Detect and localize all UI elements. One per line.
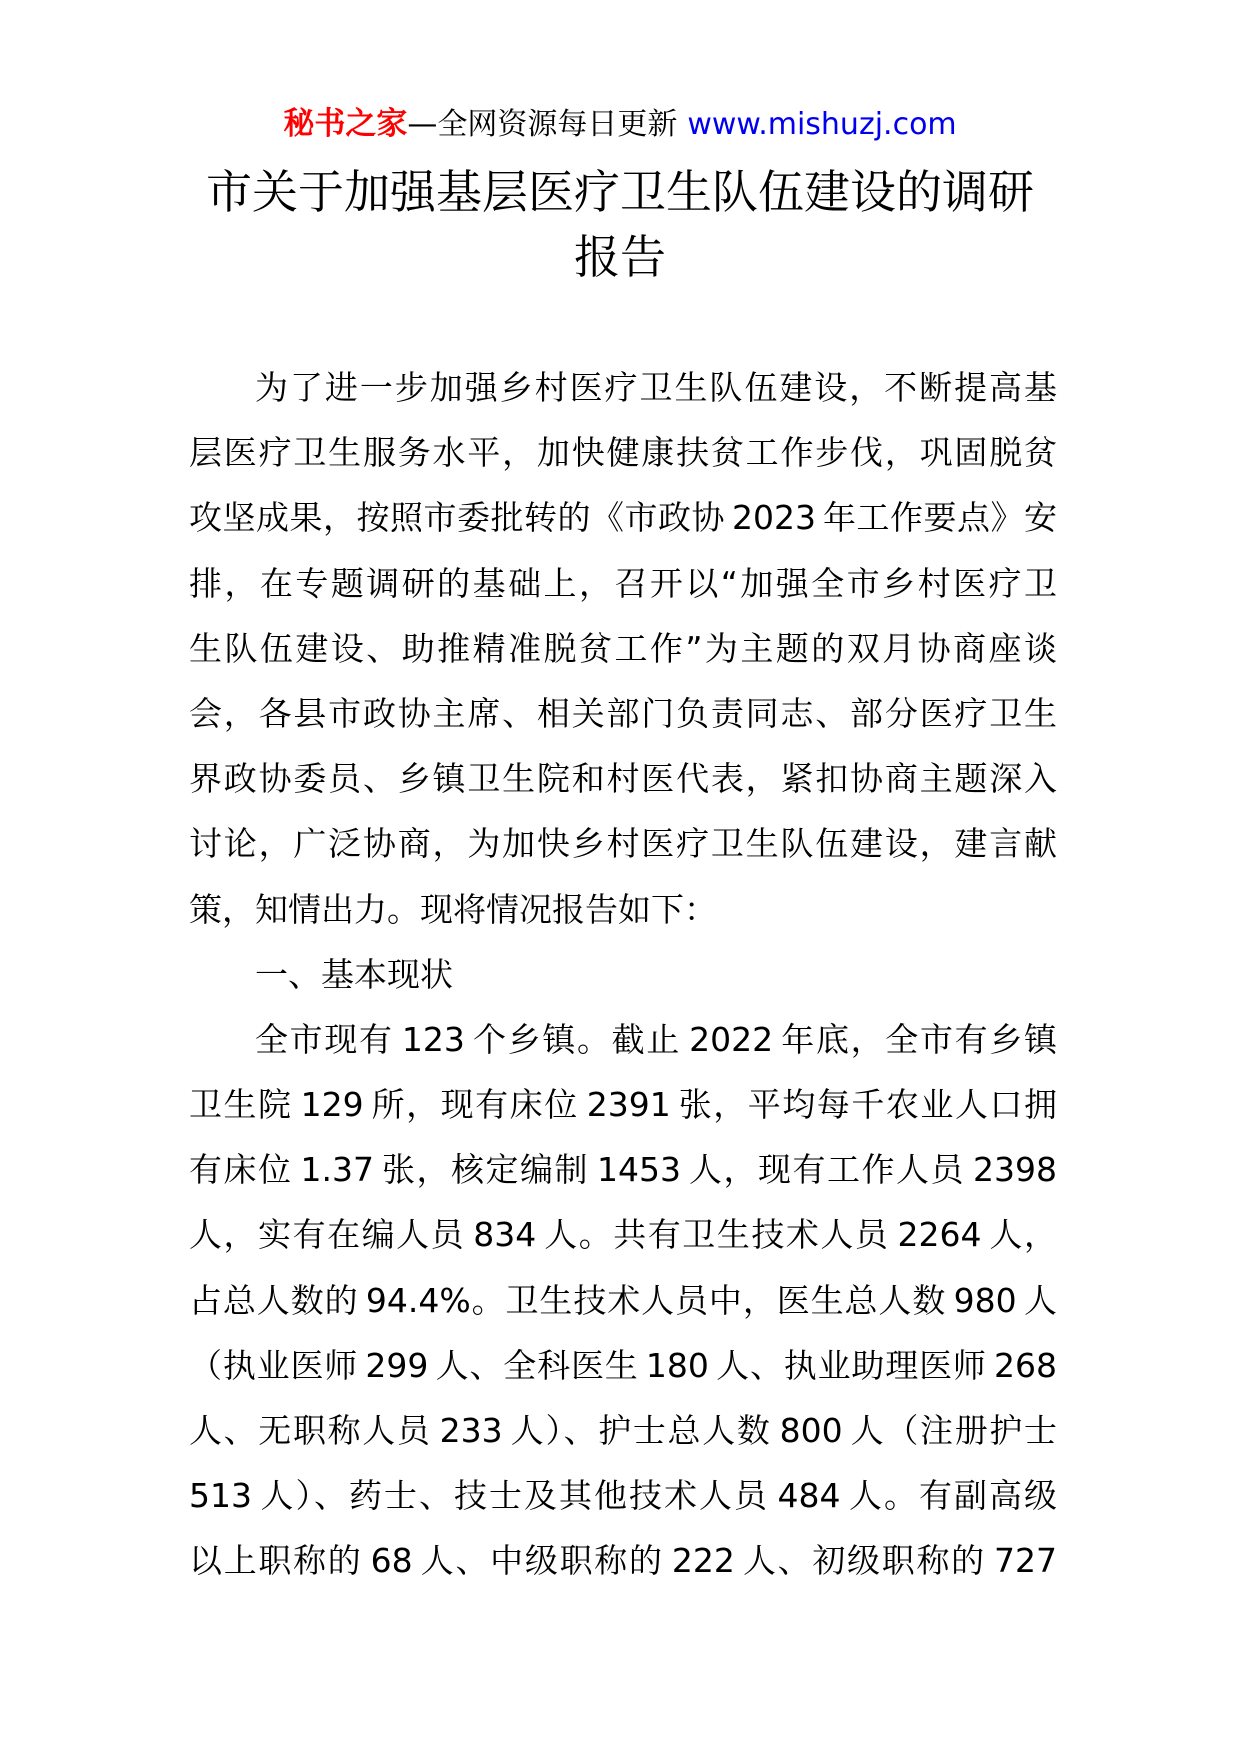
paragraph-line: （执业医师 299 人、全科医生 180 人、执业助理医师 268 — [189, 1345, 1057, 1385]
paragraph-line: 策，知情出力。现将情况报告如下： — [189, 889, 717, 929]
paragraph-line: 为了进一步加强乡村医疗卫生队伍建设，不断提高基 — [255, 368, 1057, 407]
paragraph-line: 卫生院 129 所，现有床位 2391 张，平均每千农业人口拥 — [189, 1085, 1057, 1125]
paragraph-line: 排，在专题调研的基础上，召开以“加强全市乡村医疗卫 — [189, 563, 1057, 603]
title-line: 报告 — [574, 230, 666, 284]
paragraph-line: 全市现有 123 个乡镇。截止 2022 年底，全市有乡镇 — [255, 1019, 1057, 1059]
paragraph-line: 讨论，广泛协商，为加快乡村医疗卫生队伍建设，建言献 — [189, 824, 1057, 864]
paragraph-line: 人、无职称人员 233 人）、护士总人数 800 人（注册护士 — [189, 1411, 1057, 1450]
paragraph-line: 层医疗卫生服务水平，加快健康扶贫工作步伐，巩固脱贫 — [189, 433, 1057, 473]
paragraph-line: 人，实有在编人员 834 人。共有卫生技术人员 2264 人， — [189, 1215, 1057, 1255]
site-url: www.mishuzj.com — [687, 107, 957, 142]
paragraph-line: 有床位 1.37 张，核定编制 1453 人，现有工作人员 2398 — [189, 1150, 1057, 1190]
paragraph-line: 生队伍建设、助推精准脱贫工作”为主题的双月协商座谈 — [189, 628, 1057, 668]
site-header — [0, 100, 1240, 148]
paragraph-line: 界政协委员、乡镇卫生院和村医代表，紧扣协商主题深入 — [189, 759, 1057, 799]
paragraph-line: 占总人数的 94.4%。卫生技术人员中，医生总人数 980 人 — [189, 1280, 1057, 1320]
section-heading: 一、基本现状 — [255, 954, 453, 994]
brand-name: 秘书之家 — [283, 106, 408, 142]
document-body — [189, 355, 1057, 1594]
title-line: 市关于加强基层医疗卫生队伍建设的调研 — [206, 165, 1034, 219]
header-tagline: —全网资源每日更新 — [407, 107, 678, 142]
paragraph-line: 会，各县市政协主席、相关部门负责同志、部分医疗卫生 — [189, 693, 1057, 733]
document-title — [0, 160, 1240, 290]
paragraph-line: 以上职称的 68 人、中级职称的 222 人、初级职称的 727 — [189, 1541, 1057, 1581]
paragraph-line: 攻坚成果，按照市委批转的《市政协 2023 年工作要点》安 — [189, 498, 1057, 538]
paragraph-line: 513 人）、药士、技士及其他技术人员 484 人。有副高级 — [189, 1476, 1057, 1516]
